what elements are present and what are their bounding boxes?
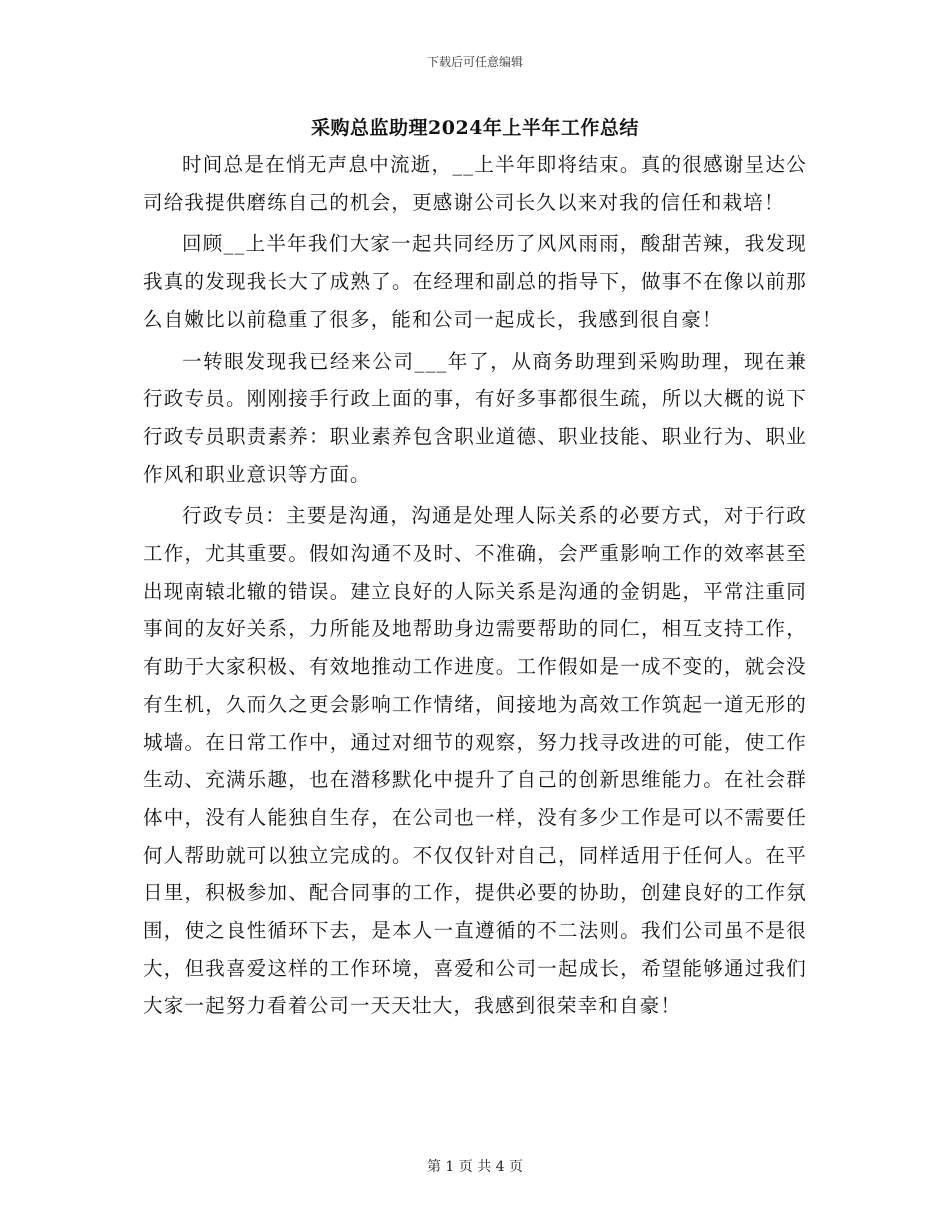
paragraph: 一转眼发现我已经来公司___年了，从商务助理到采购助理，现在兼行政专员。刚刚接手行政上面的事，有好多事都很生疏，所以大概的说下行政专员职责素养：职业素养包含职业道德、职业技能、职业行为、职业作风和职业意识等方面。	[143, 349, 807, 486]
paragraph: 回顾__上半年我们大家一起共同经历了风风雨雨，酸甜苦辣，我发现我真的发现我长大了成熟了。在经理和副总的指导下，做事不在像以前那么自嫩比以前稳重了很多，能和公司一起成长，我感到很自豪！	[143, 232, 807, 331]
header-note: 下载后可任意编辑	[426, 55, 523, 69]
document-body	[143, 146, 807, 1029]
paragraph: 行政专员：主要是沟通，沟通是处理人际关系的必要方式，对于行政工作，尤其重要。假如沟通不及时、不准确，会严重影响工作的效率甚至出现南辕北辙的错误。建立良好的人际关系是沟通的金钥匙，平常注重同事间的友好关系，力所能及地帮助身边需要帮助的同仁，相互支持工作，有助于大家积极、有效地推动工作进度。工作假如是一成不变的，就会没有生机，久而久之更会影响工作情绪，间接地为高效工作筑起一道无形的城墙。在日常工作中，通过对细节的观察，努力找寻改进的可能，使工作生动、充满乐趣，也在潜移默化中提升了自己的创新思维能力。在社会群体中，没有人能独自生存，在公司也一样，没有多少工作是可以不需要任何人帮助就可以独立完成的。不仅仅针对自己，同样适用于任何人。在平日里，积极参加、配合同事的工作，提供必要的协助，创建良好的工作氛围，使之良性循环下去，是本人一直遵循的不二法则。我们公司虽不是很大，但我喜爱这样的工作环境，喜爱和公司一起成长，希望能够通过我们大家一起努力看着公司一天天壮大，我感到很荣幸和自豪！	[143, 504, 807, 1018]
paragraph: 时间总是在悄无声息中流逝，__上半年即将结束。真的很感谢呈达公司给我提供磨练自己的机会，更感谢公司长久以来对我的信任和栽培！	[143, 153, 807, 214]
page-indicator: 第 1 页 共 4 页	[426, 1159, 524, 1175]
document-title: 采购总监助理2024年上半年工作总结	[311, 117, 639, 139]
